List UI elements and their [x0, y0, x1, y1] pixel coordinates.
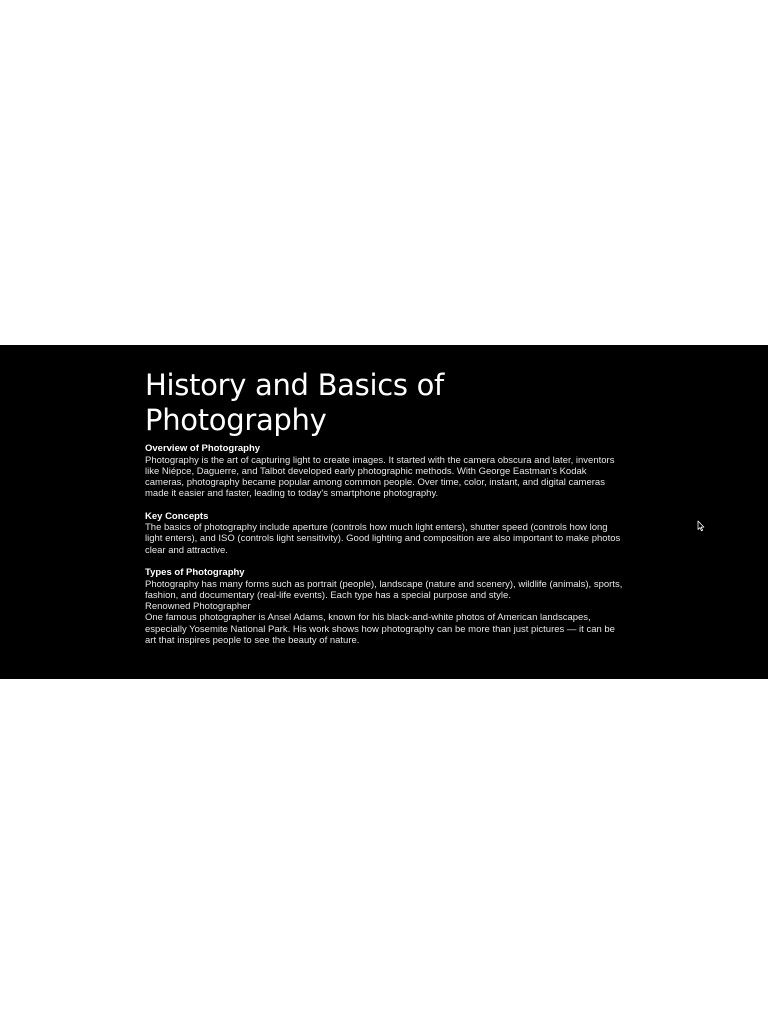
- section-heading-types: Types of Photography: [145, 567, 245, 579]
- section-body-types: Photography has many forms such as portrait (people), landscape (nature and scenery), wildlife (animals), sports, fashion, and documentary (real-life events). Each type has a special purpose and style.: [145, 578, 623, 601]
- section-body-key-concepts: The basics of photography include aperture (controls how much light enters), shutter speed (controls how long light enters), and ISO (controls light sensitivity). Good lighting and composition are also important to make photos clear and attractive.: [145, 522, 621, 556]
- section-overview: [145, 443, 625, 500]
- slide-content: [145, 368, 625, 646]
- section-heading-overview: Overview of Photography: [145, 443, 261, 454]
- section-key-concepts: [145, 511, 625, 556]
- mouse-pointer-icon: [697, 520, 705, 532]
- slide-title: History and Basics of Photography: [145, 368, 444, 437]
- section-types: [145, 567, 625, 646]
- slide: [0, 345, 768, 679]
- section-body-overview: Photography is the art of capturing light to create images. It started with the camera obscura and later, inventors like Niépce, Daguerre, and Talbot developed early photographic methods. With George Eastman's Kodak cameras, photography became popular among common people. Over time, color, instant, and digital cameras made it easier and faster, leading to today's smartphone photography.: [145, 454, 615, 500]
- section-body-renowned-photographer: One famous photographer is Ansel Adams, known for his black-and-white photos of American landscapes, especially Yosemite National Park. His work shows how photography can be more than just pictures — it can be art that inspires people to see the beauty of nature.: [145, 612, 615, 647]
- section-heading-key-concepts: Key Concepts: [145, 510, 209, 522]
- subheading-renowned-photographer: Renowned Photographer: [145, 601, 251, 613]
